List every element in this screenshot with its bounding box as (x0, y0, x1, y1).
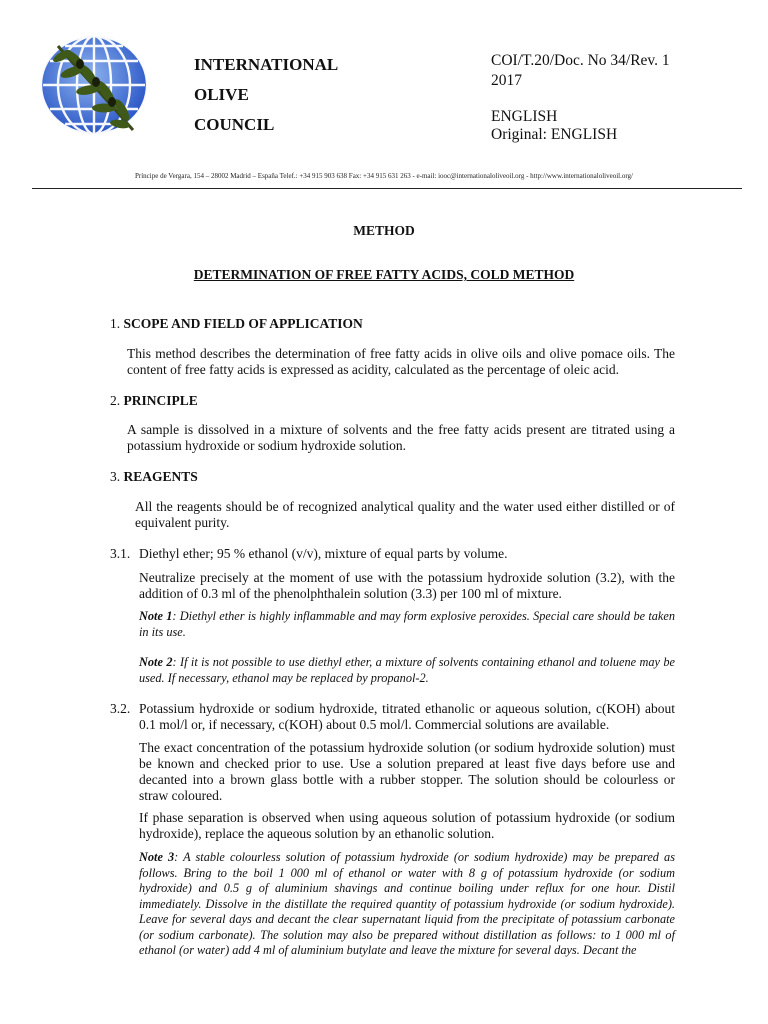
header-divider (32, 188, 742, 189)
globe-olive-icon (38, 34, 150, 136)
method-label: METHOD (353, 223, 415, 238)
section-1-heading (110, 316, 363, 332)
ioc-logo (38, 34, 150, 136)
org-name-line1: INTERNATIONAL (194, 55, 339, 74)
note-3 (139, 850, 675, 959)
item-3-2-title: Potassium hydroxide or sodium hydroxide, titrated ethanolic or aqueous solution, c(KOH) about 0.1 mol/l or, if necessary, c(KOH) about 0.5 mol/l. Commercial solutions are available. (139, 701, 675, 732)
item-3-2-number: 3.2. (110, 701, 131, 716)
section-1-number: 1. (110, 316, 121, 331)
doc-original-language: Original: ENGLISH (491, 126, 618, 143)
section-1-title: SCOPE AND FIELD OF APPLICATION (123, 316, 363, 331)
document-title (60, 267, 708, 283)
section-3-text: All the reagents should be of recognized analytical quality and the water used either distilled or of equivalent purity. (135, 499, 675, 530)
note-1-label: Note 1 (139, 609, 173, 623)
section-3-heading (110, 469, 198, 485)
section-2-number: 2. (110, 393, 121, 408)
section-1-text: This method describes the determination of free fatty acids in olive oils and olive pomace oils. The content of free fatty acids is expressed as acidity, calculated as the percentage of oleic acid. (127, 346, 675, 377)
document-title-text: DETERMINATION OF FREE FATTY ACIDS, COLD METHOD (193, 267, 575, 282)
org-name-line3: COUNCIL (194, 115, 275, 134)
note-2-text: : If it is not possible to use diethyl ether, a mixture of solvents containing ethanol and toluene may be used. If necessary, ethanol may be replaced by propanol-2. (139, 655, 675, 685)
item-3-1-text: Neutralize precisely at the moment of use with the potassium hydroxide solution (3.2), with the addition of 0.3 ml of the phenolphthalein solution (3.3) per 100 ml of mixture. (139, 570, 675, 601)
address-line: Príncipe de Vergara, 154 – 28002 Madrid – España Telef.: +34 915 903 638 Fax: +34 915 631 263 - e-mail: iooc@internationaloliveoil.org - http://www.internationaloliveoil.org/ (135, 172, 633, 180)
section-2-text: A sample is dissolved in a mixture of solvents and the free fatty acids present are titrated using a potassium hydroxide or sodium hydroxide solution. (127, 422, 675, 453)
note-1 (139, 609, 675, 640)
item-3-2-text-2: If phase separation is observed when using aqueous solution of potassium hydroxide (or sodium hydroxide), replace the aqueous solution by an ethanolic solution. (139, 810, 675, 841)
note-3-text: : A stable colourless solution of potassium hydroxide (or sodium hydroxide) may be prepared as follows. Bring to the boil 1 000 ml of ethanol or water with 8 g of potassium hydroxide (or sodium hydroxide) and 0.5 g of aluminium shavings and continue boiling under reflux for one hour. Distil immediately. Dissolve in the distillate the required quantity of potassium hydroxide (or sodium hydroxide). Leave for several days and decant the clear supernatant liquid from the precipitate of potassium carbonate (or sodium carbonate). The solution may also be prepared without distillation as follows: to 1 000 ml of ethanol (or water) add 4 ml of aluminium butylate and leave the mixture for several days. Decant the (139, 850, 675, 957)
note-3-label: Note 3 (139, 850, 175, 864)
item-3-1-number: 3.1. (110, 546, 131, 561)
section-3-number: 3. (110, 469, 121, 484)
doc-language: ENGLISH (491, 108, 558, 125)
doc-year: 2017 (491, 72, 522, 89)
section-3-title: REAGENTS (123, 469, 198, 484)
section-2-heading (110, 393, 198, 409)
item-3-1-title: Diethyl ether; 95 % ethanol (v/v), mixture of equal parts by volume. (139, 546, 508, 561)
item-3-2-text-1: The exact concentration of the potassium hydroxide solution (or sodium hydroxide solution) must be known and checked prior to use. Use a solution prepared at least five days before use and decanted into a brown glass bottle with a rubber stopper. The solution should be colourless or straw coloured. (139, 740, 675, 803)
note-2 (139, 655, 675, 686)
note-2-label: Note 2 (139, 655, 173, 669)
section-2-title: PRINCIPLE (123, 393, 198, 408)
org-name-line2: OLIVE (194, 85, 249, 104)
doc-reference: COI/T.20/Doc. No 34/Rev. 1 (491, 52, 670, 69)
note-1-text: : Diethyl ether is highly inflammable and may form explosive peroxides. Special care should be taken in its use. (139, 609, 675, 639)
